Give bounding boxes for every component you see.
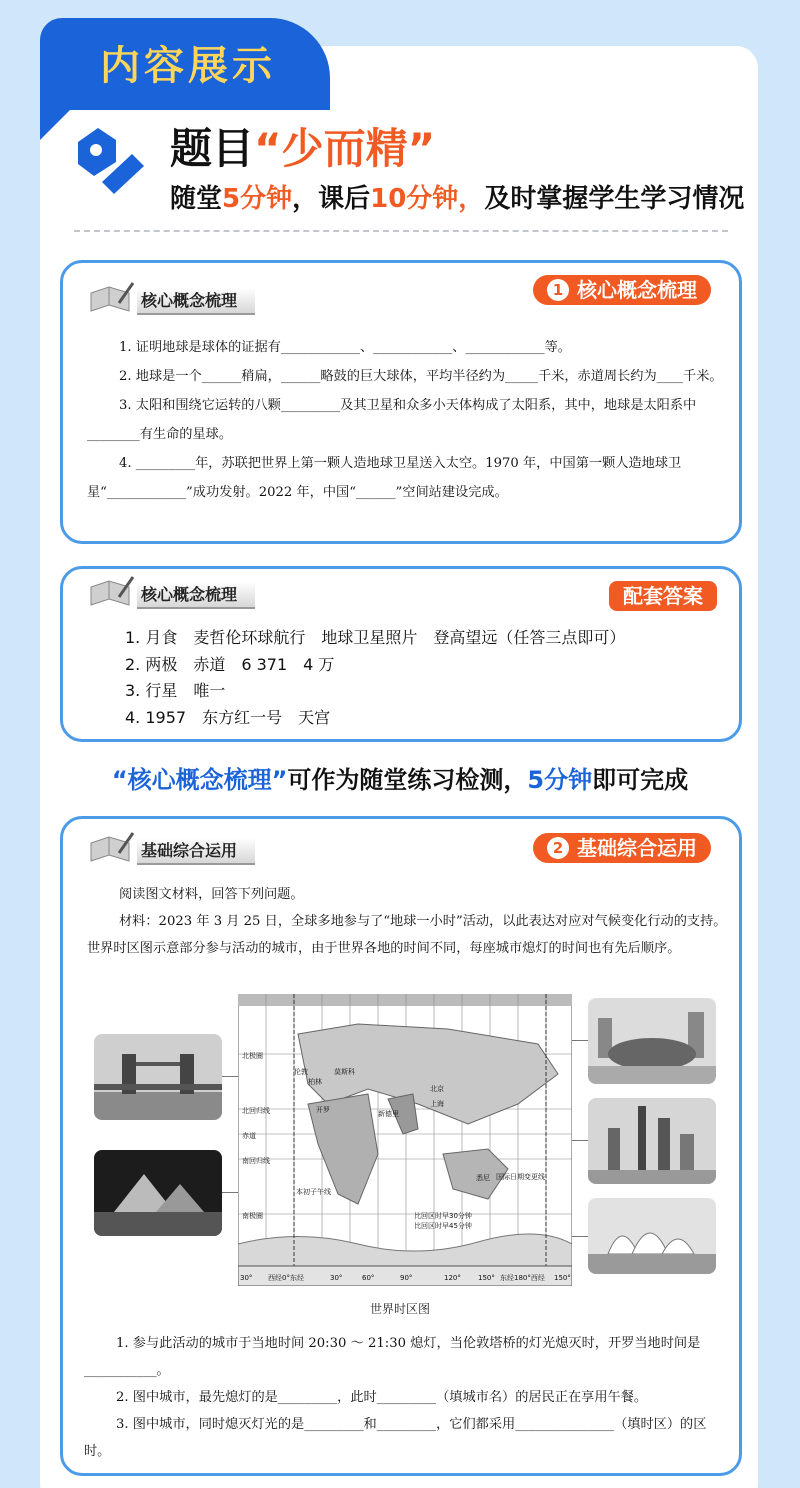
map-label: 比回区时早45分钟: [414, 1222, 472, 1230]
applied-question-1: 1. 参与此活动的城市于当地时间 20:30 ～ 21:30 熄灯，当伦敦塔桥的灯光熄灭时，开罗当地时间是___________。: [84, 1336, 701, 1378]
applied-question-3: 3. 图中城市，同时熄灭灯光的是_________和_________，它们都采用_______________（填时区）的区时。: [84, 1417, 707, 1459]
london-tower-bridge-photo: [94, 1034, 222, 1120]
map-lon: 30°: [240, 1274, 253, 1282]
question-3: 3. 太阳和围绕它运转的八颗_________及其卫星和众多小天体构成了太阳系，其中，地球是太阳系中________有生命的星球。: [87, 398, 697, 442]
intro: 阅读图文材料，回答下列问题。: [119, 887, 304, 902]
mid-note-mid: 可作为随堂练习检测，: [287, 766, 528, 794]
question-list: [87, 333, 727, 507]
connector: [222, 1076, 238, 1077]
subline-hl1: 5分钟: [222, 184, 293, 214]
map-lon: 60°: [362, 1274, 375, 1282]
connector: [572, 1140, 588, 1141]
section-header: [89, 575, 255, 609]
ribbon-label: 配套答案: [623, 584, 703, 608]
tag-icon: [72, 120, 152, 200]
answer-1: 1. 月食 麦哲伦环球航行 地球卫星照片 登高望远（任答三点即可）: [125, 628, 626, 647]
section-header: [89, 281, 255, 315]
map-lon: 东经180°西经: [500, 1274, 545, 1282]
world-timezone-map: [238, 994, 572, 1286]
map-lon: 30°: [330, 1274, 343, 1282]
map-label: 本初子午线: [296, 1188, 331, 1196]
answer-2: 2. 两极 赤道 6 371 4 万: [125, 654, 335, 674]
headline-prefix: 题目: [170, 124, 255, 173]
answers-ribbon: [609, 581, 717, 611]
connector: [572, 1040, 588, 1041]
map-city: 开罗: [316, 1106, 330, 1114]
material-text: [87, 881, 727, 962]
headline-highlight: “少而精”: [254, 124, 436, 173]
map-lon: 90°: [400, 1274, 413, 1282]
book-pen-icon: [89, 281, 135, 315]
beijing-birds-nest-photo: [588, 998, 716, 1084]
map-city: 悉尼: [476, 1174, 490, 1182]
mid-note: [0, 760, 800, 795]
ribbon-number: 2: [547, 837, 569, 859]
cairo-pyramids-photo: [94, 1150, 222, 1236]
section-header-label: 基础综合运用: [137, 838, 255, 865]
map-label: 北回归线: [242, 1107, 270, 1115]
applied-questions: [84, 1330, 724, 1465]
map-city: 柏林: [308, 1078, 322, 1086]
section-ribbon: [533, 275, 711, 305]
section-ribbon: [533, 833, 711, 863]
map-city: 上海: [430, 1100, 444, 1108]
shanghai-skyline-photo: [588, 1098, 716, 1184]
connector: [222, 1192, 238, 1193]
sydney-opera-house-photo: [588, 1198, 716, 1274]
ribbon-label: 基础综合运用: [577, 836, 697, 860]
answer-list: [125, 625, 625, 731]
book-pen-icon: [89, 831, 135, 865]
map-title: 世界时区图: [369, 1302, 430, 1316]
section-answers: [60, 566, 742, 742]
connector: [572, 1236, 588, 1237]
map-lon: 150°: [554, 1274, 571, 1282]
material: 材料：2023 年 3 月 25 日，全球多地参与了“地球一小时”活动，以此表达对应对气候变化行动的支持。世界时区图示意部分参与活动的城市，由于世界各地的时间不同，每座城市熄灯的时间也有先后顺序。: [87, 914, 727, 956]
map-lon: 西经0°东经: [268, 1274, 304, 1282]
answer-4: 4. 1957 东方红一号 天宫: [125, 707, 331, 727]
question-1: 1. 证明地球是球体的证据有____________、____________、____________等。: [119, 340, 571, 355]
applied-question-2: 2. 图中城市，最先熄灯的是_________，此时_________（填城市名）的居民正在享用午餐。: [116, 1390, 648, 1405]
mid-note-time: 5分钟: [527, 766, 593, 794]
subline-part2: ，课后: [292, 184, 371, 214]
question-4: 4. _________年，苏联把世界上第一颗人造地球卫星送入太空。1970 年，中国第一颗人造地球卫星“____________”成功发射。2022 年，中国“______”空间站建设完成。: [87, 456, 682, 500]
map-label: 赤道: [242, 1132, 256, 1140]
map-label: 北极圈: [242, 1052, 263, 1060]
subline-part1: 随堂: [170, 184, 223, 214]
map-label: 比回区时早30分钟: [414, 1212, 472, 1220]
map-label: 南极圈: [242, 1212, 263, 1220]
mid-note-quote: “核心概念梳理”: [111, 766, 288, 794]
subline-hl2: 10分钟，: [370, 184, 485, 214]
map-city: 北京: [430, 1085, 444, 1093]
divider: [74, 230, 728, 232]
ribbon-number: 1: [547, 279, 569, 301]
page-title: 内容展示: [100, 43, 276, 89]
section-header-label: 核心概念梳理: [137, 582, 255, 609]
map-city: 莫斯科: [334, 1068, 355, 1076]
map-lon: 150°: [478, 1274, 495, 1282]
subline: [170, 178, 744, 215]
book-pen-icon: [89, 575, 135, 609]
map-label: 南回归线: [242, 1157, 270, 1165]
section-concepts: [60, 260, 742, 544]
ribbon-label: 核心概念梳理: [577, 278, 697, 302]
headline: [170, 116, 435, 176]
question-2: 2. 地球是一个______稍扁，______略鼓的巨大球体，平均半径约为_____千米，赤道周长约为____千米。: [119, 369, 723, 384]
section-header-label: 核心概念梳理: [137, 288, 255, 315]
mid-note-tail: 即可完成: [592, 766, 689, 794]
map-label: 国际日期变更线: [496, 1173, 545, 1181]
subline-part3: 及时掌握学生学习情况: [484, 184, 745, 214]
answer-3: 3. 行星 唯一: [125, 681, 226, 700]
section-header: [89, 831, 255, 865]
map-city: 伦敦: [294, 1068, 308, 1076]
map-city: 新德里: [378, 1110, 399, 1118]
map-lon: 120°: [444, 1274, 461, 1282]
